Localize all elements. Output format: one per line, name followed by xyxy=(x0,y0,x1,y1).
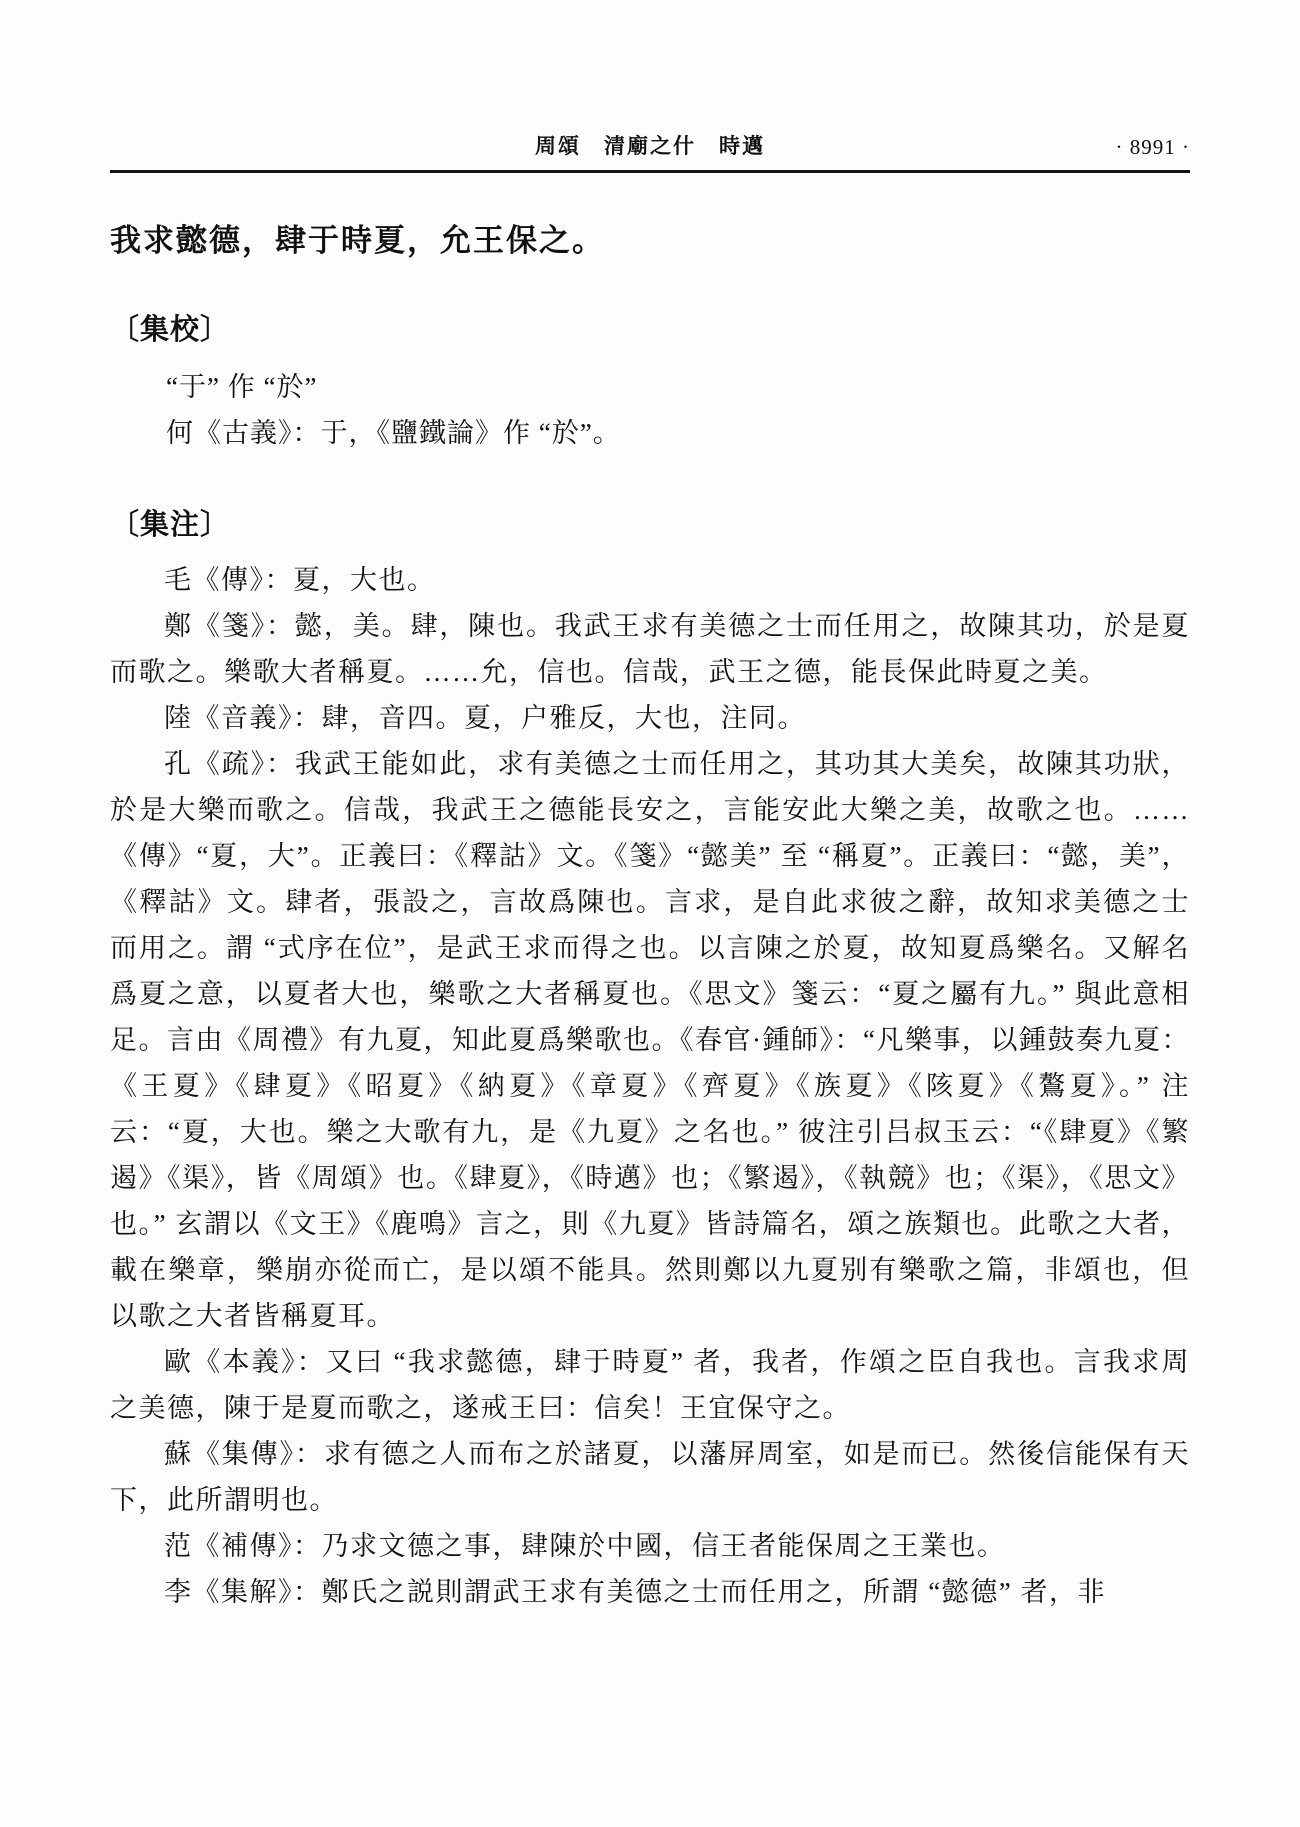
commentary-paragraph: 毛《傳》：夏，大也。 xyxy=(164,565,436,596)
page-header xyxy=(110,0,1190,173)
section-heading-commentary: 〔集注〕 xyxy=(110,509,231,542)
commentary-paragraph: 蘇《集傳》：求有德之人而布之於諸夏，以藩屏周室，如是而已。然後信能保有天下，此所謂明也。 xyxy=(110,1439,1190,1516)
verse-line: 我求懿德，肆于時夏，允王保之。 xyxy=(110,223,605,258)
collation-line: 何《古義》：于，《鹽鐵論》作 “於”。 xyxy=(166,418,621,449)
header-row xyxy=(110,0,1190,160)
collation-lines xyxy=(110,364,1190,456)
commentary-paragraph: 陸《音義》：肆，音四。夏，户雅反，大也，注同。 xyxy=(164,703,806,734)
commentary-paragraph: 孔《疏》：我武王能如此，求有美德之士而任用之，其功其大美矣，故陳其功狀，於是大樂而歌之。信哉，我武王之德能長安之，言能安此大樂之美，故歌之也。……《傳》“夏，大”。正義曰：《釋詁》文。《箋》“懿美” 至 “稱夏”。正義曰：“懿，美”，《釋詁》文。肆者，張設之，言故爲陳也。言求，是自此求彼之辭，故知求美德之士而用之。謂 “式序在位”，是武王求而得之也。以言陳之於夏，故知夏爲樂名。又解名爲夏之意，以夏者大也，樂歌之大者稱夏也。《思文》箋云：“夏之屬有九。” 與此意相足。言由《周禮》有九夏，知此夏爲樂歌也。《春官·鍾師》：“凡樂事，以鍾鼓奏九夏：《王夏》《肆夏》《昭夏》《納夏》《章夏》《齊夏》《族夏》《陔夏》《鷔夏》。” 注云：“夏，大也。樂之大歌有九，是《九夏》之名也。” 彼注引吕叔玉云：“《肆夏》《繁遏》《渠》，皆《周頌》也。《肆夏》，《時邁》也；《繁遏》，《執競》也；《渠》，《思文》也。” 玄謂以《文王》《鹿鳴》言之，則《九夏》皆詩篇名，頌之族類也。此歌之大者，載在樂章，樂崩亦從而亡，是以頌不能具。然則鄭以九夏别有樂歌之篇，非頌也，但以歌之大者皆稱夏耳。 xyxy=(110,749,1190,1332)
commentary-paragraphs xyxy=(110,557,1190,1615)
commentary-paragraph: 李《集解》：鄭氏之説則謂武王求有美德之士而任用之，所謂 “懿德” 者，非 xyxy=(164,1577,1106,1608)
section-heading-collation: 〔集校〕 xyxy=(110,314,231,347)
collation-line: “于” 作 “於” xyxy=(166,372,318,403)
commentary-paragraph: 范《補傳》：乃求文德之事，肆陳於中國，信王者能保周之王業也。 xyxy=(164,1531,1006,1562)
commentary-paragraph: 歐《本義》：又曰 “我求懿德，肆于時夏” 者，我者，作頌之臣自我也。言我求周之美德，陳于是夏而歌之，遂戒王曰：信矣！王宜保守之。 xyxy=(110,1347,1190,1424)
running-title: 周頌 清廟之什 時邁 xyxy=(535,134,765,158)
commentary-paragraph: 鄭《箋》：懿，美。肆，陳也。我武王求有美德之士而任用之，故陳其功，於是夏而歌之。樂歌大者稱夏。……允，信也。信哉，武王之德，能長保此時夏之美。 xyxy=(110,611,1190,688)
header-rule xyxy=(110,170,1190,173)
page-number: · 8991 · xyxy=(1115,135,1190,159)
